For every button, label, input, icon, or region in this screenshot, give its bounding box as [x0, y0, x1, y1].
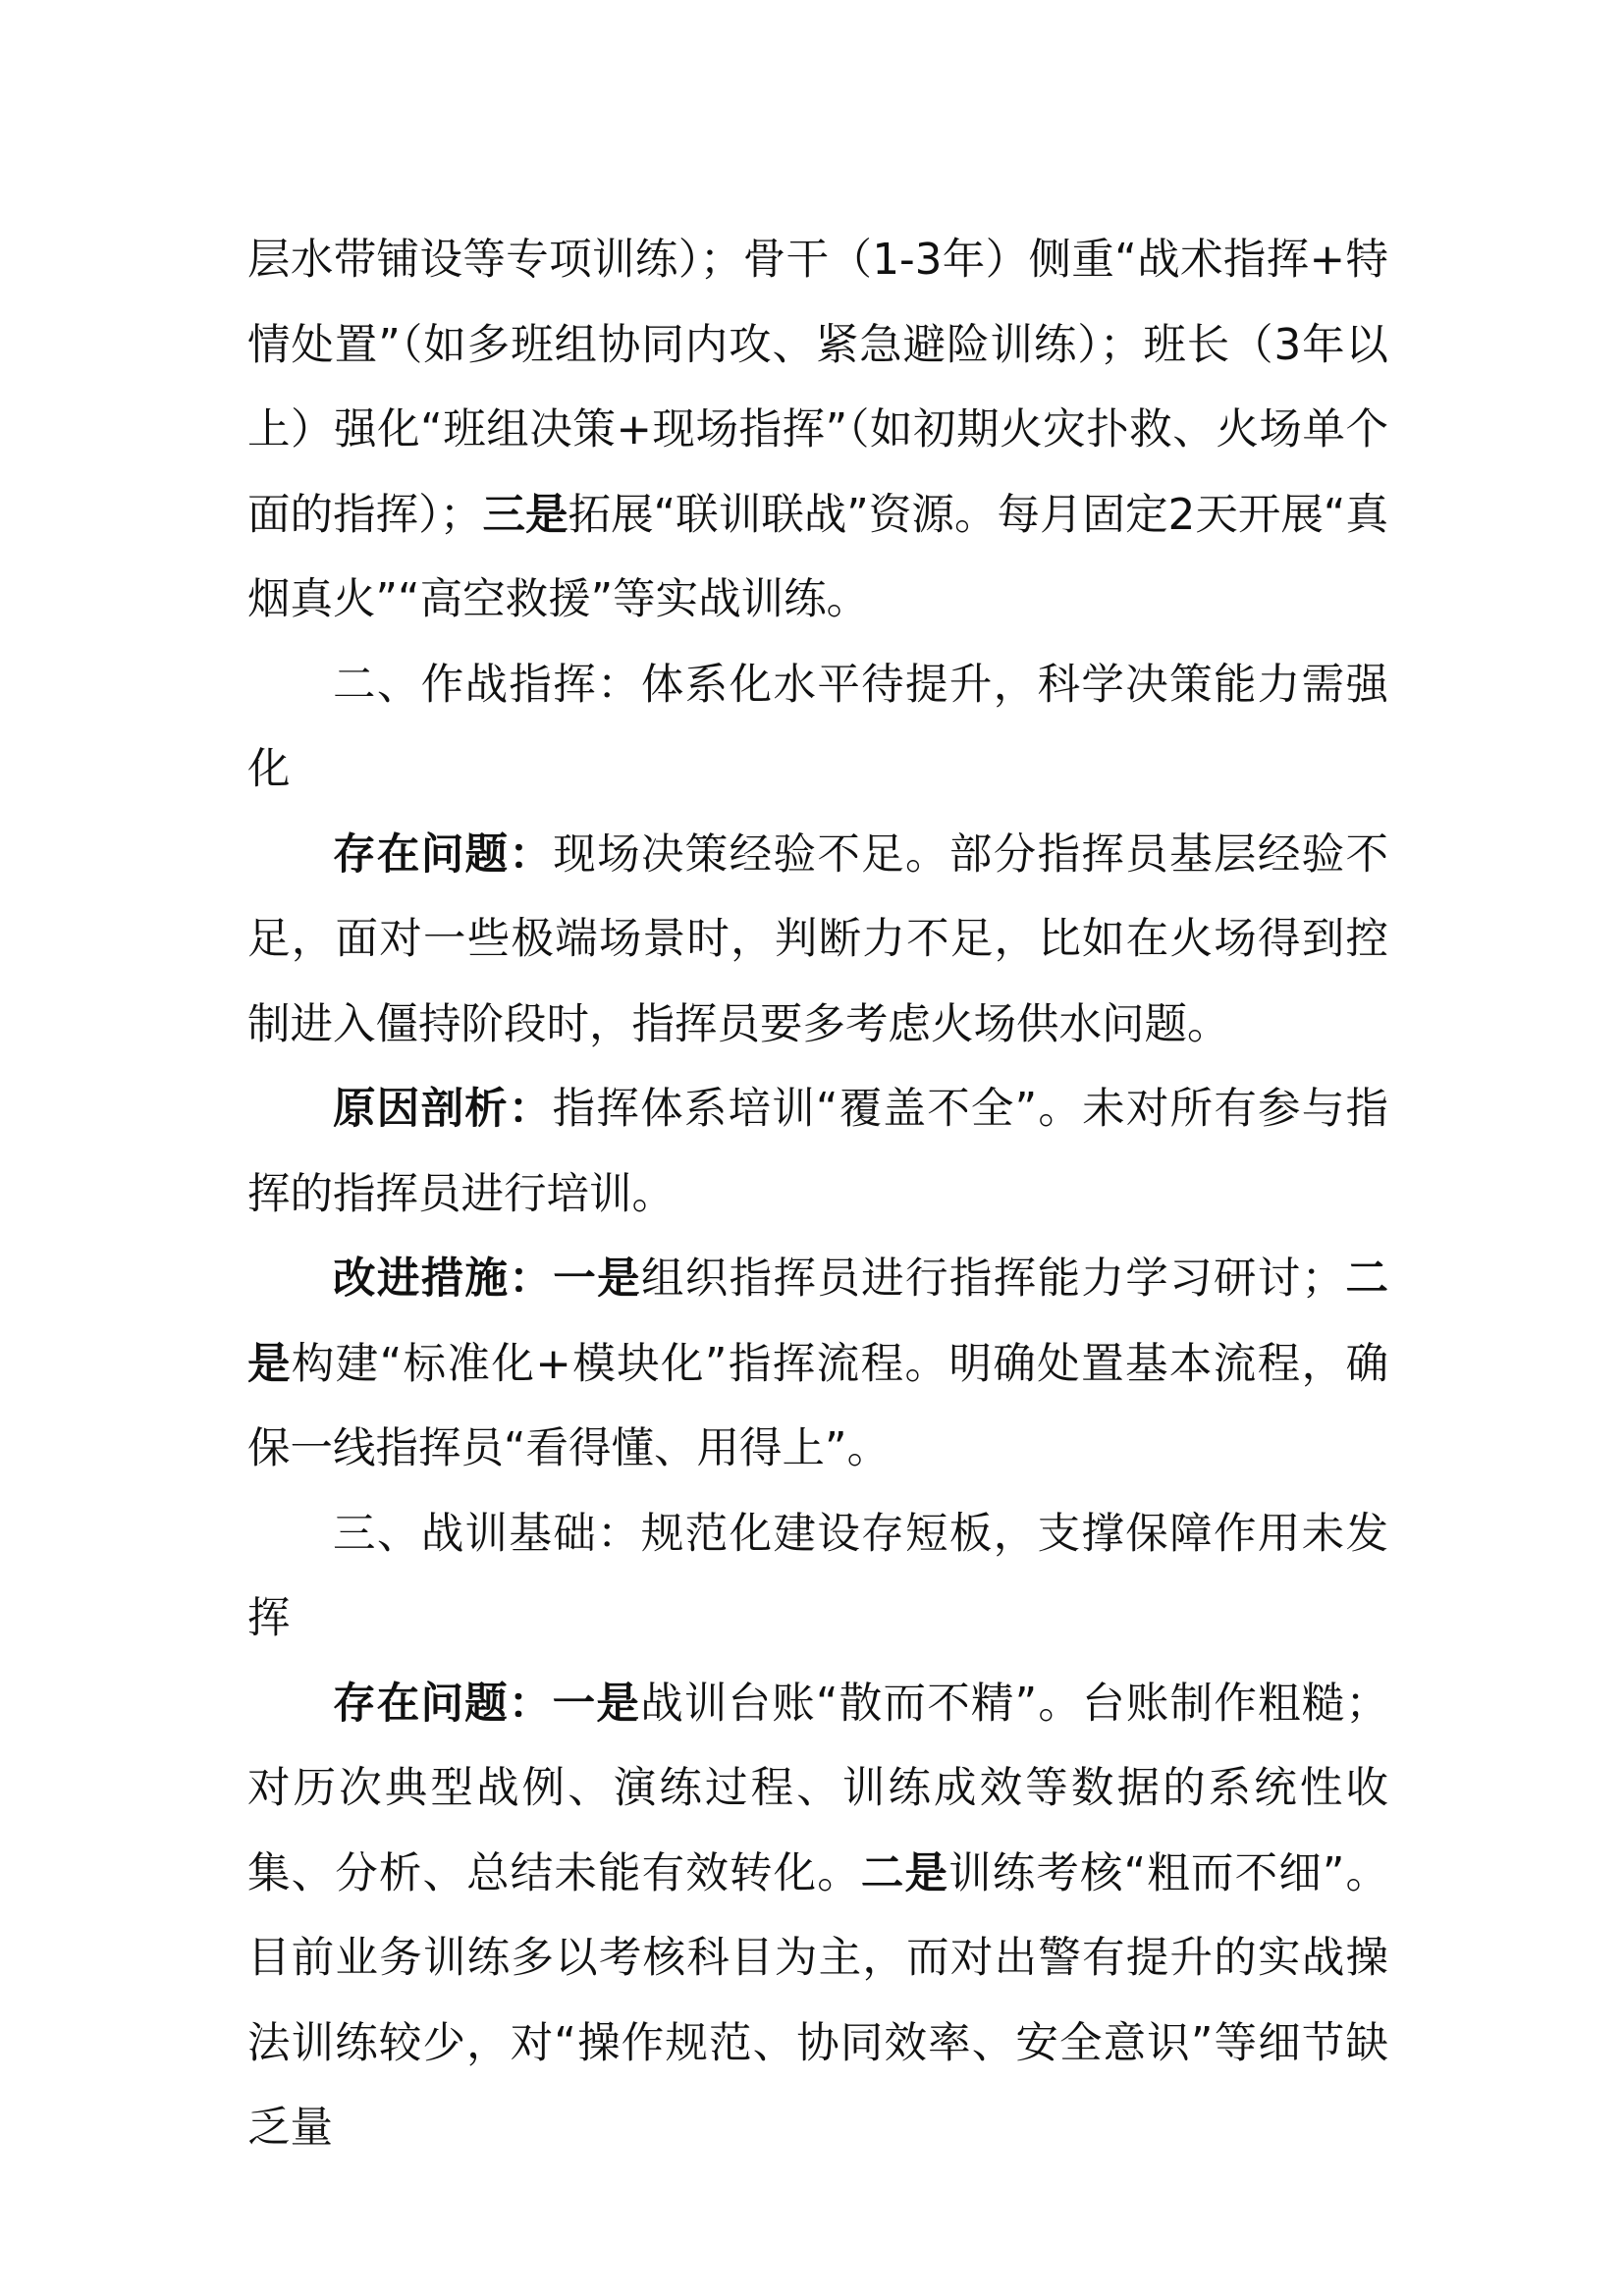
bold-run: 二是	[247, 1255, 1389, 1389]
bold-run: 存在问题：	[333, 829, 554, 880]
section-heading-command	[247, 643, 1388, 813]
paragraph-foundation-problem	[247, 1662, 1388, 2171]
text-run: 训练考核“粗而不细”。目前业务训练多以考核科目为主，而对出警有提升的实战操法训练较少，对“操作规范、协同效率、安全意识”等细节缺乏量	[247, 1848, 1388, 2153]
text-run: 构建“标准化+模块化”指挥流程。明确处置基本流程，确保一线指挥员“看得懂、用得上”。	[247, 1339, 1388, 1473]
paragraph-training-plan	[247, 218, 1388, 643]
paragraph-command-measures	[247, 1237, 1388, 1492]
paragraph-command-cause	[247, 1067, 1388, 1237]
bold-run: 原因剖析：	[333, 1085, 553, 1134]
document-page	[247, 218, 1388, 2171]
paragraph-command-problem	[247, 813, 1388, 1068]
bold-run: 存在问题：一是	[333, 1679, 641, 1729]
bold-run: 改进措施：一是	[333, 1255, 641, 1304]
bold-run: 三是	[482, 490, 568, 540]
text-run: 组织指挥员进行指挥能力学习研讨；	[640, 1255, 1345, 1304]
heading-text: 三、战训基础：规范化建设存短板，支撑保障作用未发挥	[247, 1509, 1388, 1643]
text-run: 指挥体系培训“覆盖不全”。未对所有参与指挥的指挥员进行培训。	[247, 1085, 1389, 1219]
section-heading-foundation	[247, 1492, 1388, 1662]
heading-text: 二、作战指挥：体系化水平待提升，科学决策能力需强化	[247, 660, 1388, 794]
bold-run: 二是	[860, 1848, 949, 1898]
text-run: 战训台账“散而不精”。台账制作粗糙；对历次典型战例、演练过程、训练成效等数据的系统性收集、分析、总结未能有效转化。	[247, 1679, 1389, 1898]
text-run: 拓展“联训联战”资源。每月固定2天开展“真烟真火”“高空救援”等实战训练。	[247, 490, 1388, 624]
text-run: 现场决策经验不足。部分指挥员基层经验不足，面对一些极端场景时，判断力不足，比如在火场得到控制进入僵持阶段时，指挥员要多考虑火场供水问题。	[247, 829, 1389, 1049]
text-run: 层水带铺设等专项训练）；骨干（1-3年）侧重“战术指挥+特情处置”（如多班组协同内攻、紧急避险训练）；班长（3年以上）强化“班组决策+现场指挥”（如初期火灾扑救、火场单个面的指挥）；	[247, 236, 1388, 540]
